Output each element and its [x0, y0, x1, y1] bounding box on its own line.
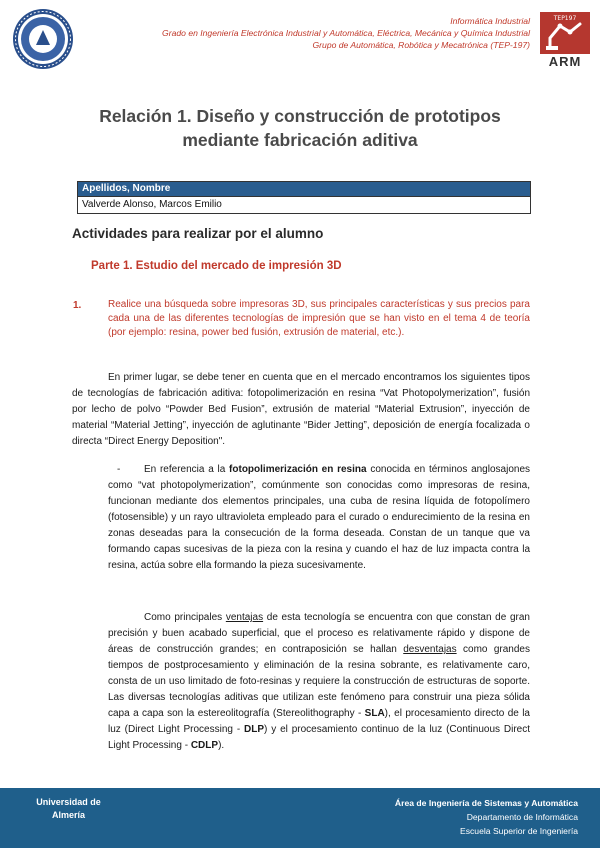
- disadvantages-term: desventajas: [403, 644, 457, 655]
- adv-text-6: ).: [218, 740, 225, 751]
- footer-department: [395, 796, 578, 838]
- dlp-term: DLP: [244, 724, 265, 735]
- arm-logo-text: ARM: [548, 54, 582, 69]
- student-name-table: [77, 181, 531, 214]
- footer-university: [0, 788, 137, 848]
- adv-text-1: Como principales: [144, 612, 226, 623]
- resin-term: fotopolimerización en resina: [229, 464, 367, 475]
- header-group: Grupo de Automática, Robótica y Mecatrónica (TEP-197): [312, 40, 530, 51]
- header-course: Informática Industrial: [450, 16, 530, 26]
- advantages-term: ventajas: [225, 612, 264, 623]
- question-number: 1.: [73, 300, 82, 311]
- adv-text-5: ) y el procesamiento continuo de la luz (Continuous Direct Light Processing -: [108, 724, 530, 751]
- paragraph-intro: En primer lugar, se debe tener en cuenta que en el mercado encontramos los siguientes tipos de tecnologías de fabricación aditiva: fotopolimerización en resina “Vat Photopolymerization”, fusión por lecho de polvo “Powder Bed Fusion”, extrusión de material “Material Extrusion”, inyección de material “Material Jetting”, inyección de aglutinante “Bider Jetting”, deposición de energía focalizada o directa “Direct Energy Deposition".: [72, 372, 530, 447]
- sla-term: SLA: [364, 708, 385, 719]
- part-title: Parte 1. Estudio del mercado de impresión 3D: [91, 260, 342, 272]
- robot-arm-icon: [540, 12, 590, 54]
- paragraph-resin: [108, 462, 530, 574]
- university-seal-logo: [12, 8, 74, 70]
- page-title: [60, 104, 540, 152]
- title-line-1: Relación 1. Diseño y construcción de prototipos: [99, 106, 501, 126]
- footer-area: Área de Ingeniería de Sistemas y Automática: [394, 798, 578, 808]
- cdlp-term: CDLP: [190, 740, 219, 751]
- name-table-header: Apellidos, Nombre: [78, 182, 530, 196]
- section-title: Actividades para realizar por el alumno: [72, 226, 324, 241]
- student-name-field[interactable]: Valverde Alonso, Marcos Emilio: [78, 196, 530, 213]
- adv-text-2: de esta tecnología se encuentra con que constan de gran precisión y buen acabado superficial, que el proceso es relativamente rápido y dispone de áreas de construcción grandes; en contraposición se hallan: [108, 612, 530, 655]
- arm-logo: [540, 12, 590, 68]
- footer-university-line-2: Almería: [51, 810, 86, 820]
- paragraph-advantages: [108, 610, 530, 754]
- arm-logo-mark: [540, 12, 590, 54]
- title-line-2: mediante fabricación aditiva: [182, 130, 418, 150]
- adv-text-3: como grandes tiempos de postprocesamiento y eliminación de la resina sobrante, es relativamente caro, consta de un uso limitado de foto-resinas y requiere la construcción de estructuras de soporte. Las diversas tecnologías aditivas que utilizan este fenómeno para construir una pieza sólida capa a capa son la estereolitografía (Stereolithography -: [108, 644, 530, 719]
- adv-text-4: ), el procesamiento directo de la luz (Direct Light Processing -: [108, 708, 530, 735]
- list-dash: -: [117, 464, 121, 475]
- header-info: [70, 15, 530, 52]
- resin-text-post: conocida en términos anglosajones como “vat photopolymerization”, comúnmente son conocidas como impresoras de resina, funcionan mediante dos elementos principales, una cuba de resina líquida de fotopolímero (fotosensible) y un rayo ultravioleta empleado para el curado o endurecimiento de la resina en zonas deseadas para la consecución de la forma deseada. Constan de un tanque que va formando capas sucesivas de la pieza con la resina y cuando el haz de luz impacta contra la resina, actúa sobre ella formando la pieza sucesivamente.: [108, 464, 530, 571]
- question-text: Realice una búsqueda sobre impresoras 3D, sus principales características y sus precios para cada una de las diferentes tecnologías de impresión que se han visto en el tema 4 de teoría (por ejemplo: resina, power bed fusión, extrusión de material, etc.).: [108, 299, 530, 339]
- footer-university-line-1: Universidad de: [36, 797, 101, 807]
- arm-badge-text: TEP197: [553, 15, 577, 22]
- footer-school: Escuela Superior de Ingeniería: [459, 826, 578, 836]
- footer-department-bar: [137, 788, 600, 848]
- resin-text-pre: En referencia a la: [144, 464, 230, 475]
- header-degree: Grado en Ingeniería Electrónica Industrial y Automática, Eléctrica, Mecánica y Química Industrial: [162, 28, 530, 39]
- footer-dept: Departamento de Informática: [466, 812, 578, 822]
